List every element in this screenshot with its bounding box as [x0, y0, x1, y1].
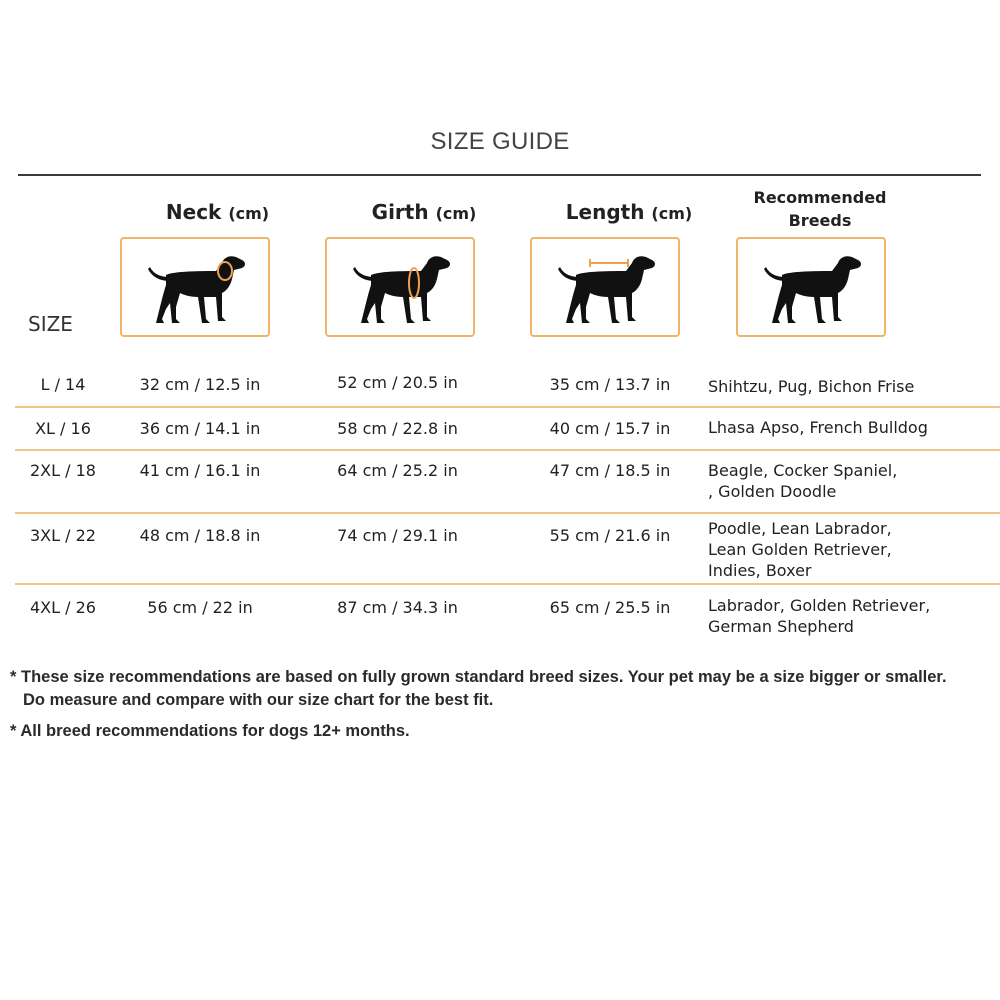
breeds-cell — [708, 417, 998, 438]
breed-line: Lean Golden Retriever, — [708, 540, 892, 559]
footnote-line: Do measure and compare with our size chart for the best fit. — [23, 691, 494, 709]
length-column-header — [530, 200, 728, 224]
row-divider — [15, 406, 1000, 408]
size-column-header: SIZE — [28, 312, 73, 336]
breed-line: Shihtzu, Pug, Bichon Frise — [708, 377, 915, 396]
size-cell: 2XL / 18 — [30, 461, 96, 480]
neck-cell: 36 cm / 14.1 in — [139, 419, 261, 438]
size-cell: L / 14 — [40, 375, 86, 394]
dog-length-measure-icon — [552, 247, 662, 331]
breed-line: Indies, Boxer — [708, 561, 812, 580]
dog-neck-measure-icon — [142, 247, 252, 331]
neck-cell: 32 cm / 12.5 in — [139, 375, 261, 394]
length-cell: 40 cm / 15.7 in — [549, 419, 671, 438]
breeds-cell — [708, 460, 998, 502]
length-cell: 47 cm / 18.5 in — [549, 461, 671, 480]
breed-line: , Golden Doodle — [708, 482, 837, 501]
girth-cell: 74 cm / 29.1 in — [337, 526, 458, 545]
dog-silhouette-icon — [758, 247, 868, 331]
neck-label: Neck — [165, 200, 222, 224]
breed-line: Beagle, Cocker Spaniel, — [708, 461, 898, 480]
page-title: SIZE GUIDE — [430, 128, 570, 155]
size-cell: XL / 16 — [35, 419, 91, 438]
breeds-cell — [708, 595, 998, 637]
breed-line: German Shepherd — [708, 617, 854, 636]
length-cell: 35 cm / 13.7 in — [549, 375, 671, 394]
footnote-size-recommendation — [10, 666, 990, 712]
breeds-cell — [708, 376, 998, 397]
girth-unit: (cm) — [435, 204, 477, 223]
row-divider — [15, 583, 1000, 585]
length-unit: (cm) — [651, 204, 693, 223]
row-divider — [15, 512, 1000, 514]
breeds-header-line2: Breeds — [788, 211, 852, 230]
breeds-cell — [708, 518, 998, 581]
girth-cell: 58 cm / 22.8 in — [337, 419, 458, 438]
neck-cell: 56 cm / 22 in — [147, 598, 253, 617]
girth-label: Girth — [371, 200, 429, 224]
girth-cell: 87 cm / 34.3 in — [337, 598, 458, 617]
title-divider — [18, 174, 981, 176]
row-divider — [15, 449, 1000, 451]
neck-cell: 41 cm / 16.1 in — [139, 461, 261, 480]
length-cell: 65 cm / 25.5 in — [549, 598, 671, 617]
breed-line: Labrador, Golden Retriever, — [708, 596, 931, 615]
size-cell: 3XL / 22 — [30, 526, 96, 545]
size-cell: 4XL / 26 — [30, 598, 96, 617]
girth-icon-box — [325, 237, 475, 337]
footnote-line: * These size recommendations are based on fully grown standard breed sizes. Your pet may be a size bigger or smaller. — [10, 668, 947, 686]
neck-icon-box — [120, 237, 270, 337]
girth-column-header — [325, 200, 523, 224]
girth-cell: 52 cm / 20.5 in — [337, 373, 458, 392]
neck-column-header — [120, 200, 315, 224]
neck-cell: 48 cm / 18.8 in — [139, 526, 261, 545]
breeds-header-line1: Recommended — [753, 188, 887, 207]
breed-line: Lhasa Apso, French Bulldog — [708, 418, 928, 437]
dog-girth-measure-icon — [347, 247, 457, 331]
girth-cell: 64 cm / 25.2 in — [337, 461, 458, 480]
breed-line: Poodle, Lean Labrador, — [708, 519, 892, 538]
breeds-icon-box — [736, 237, 886, 337]
length-icon-box — [530, 237, 680, 337]
neck-unit: (cm) — [228, 204, 270, 223]
length-label: Length — [565, 200, 645, 224]
length-cell: 55 cm / 21.6 in — [549, 526, 671, 545]
breeds-column-header — [736, 186, 904, 232]
footnote-age: * All breed recommendations for dogs 12+ months. — [10, 722, 410, 740]
